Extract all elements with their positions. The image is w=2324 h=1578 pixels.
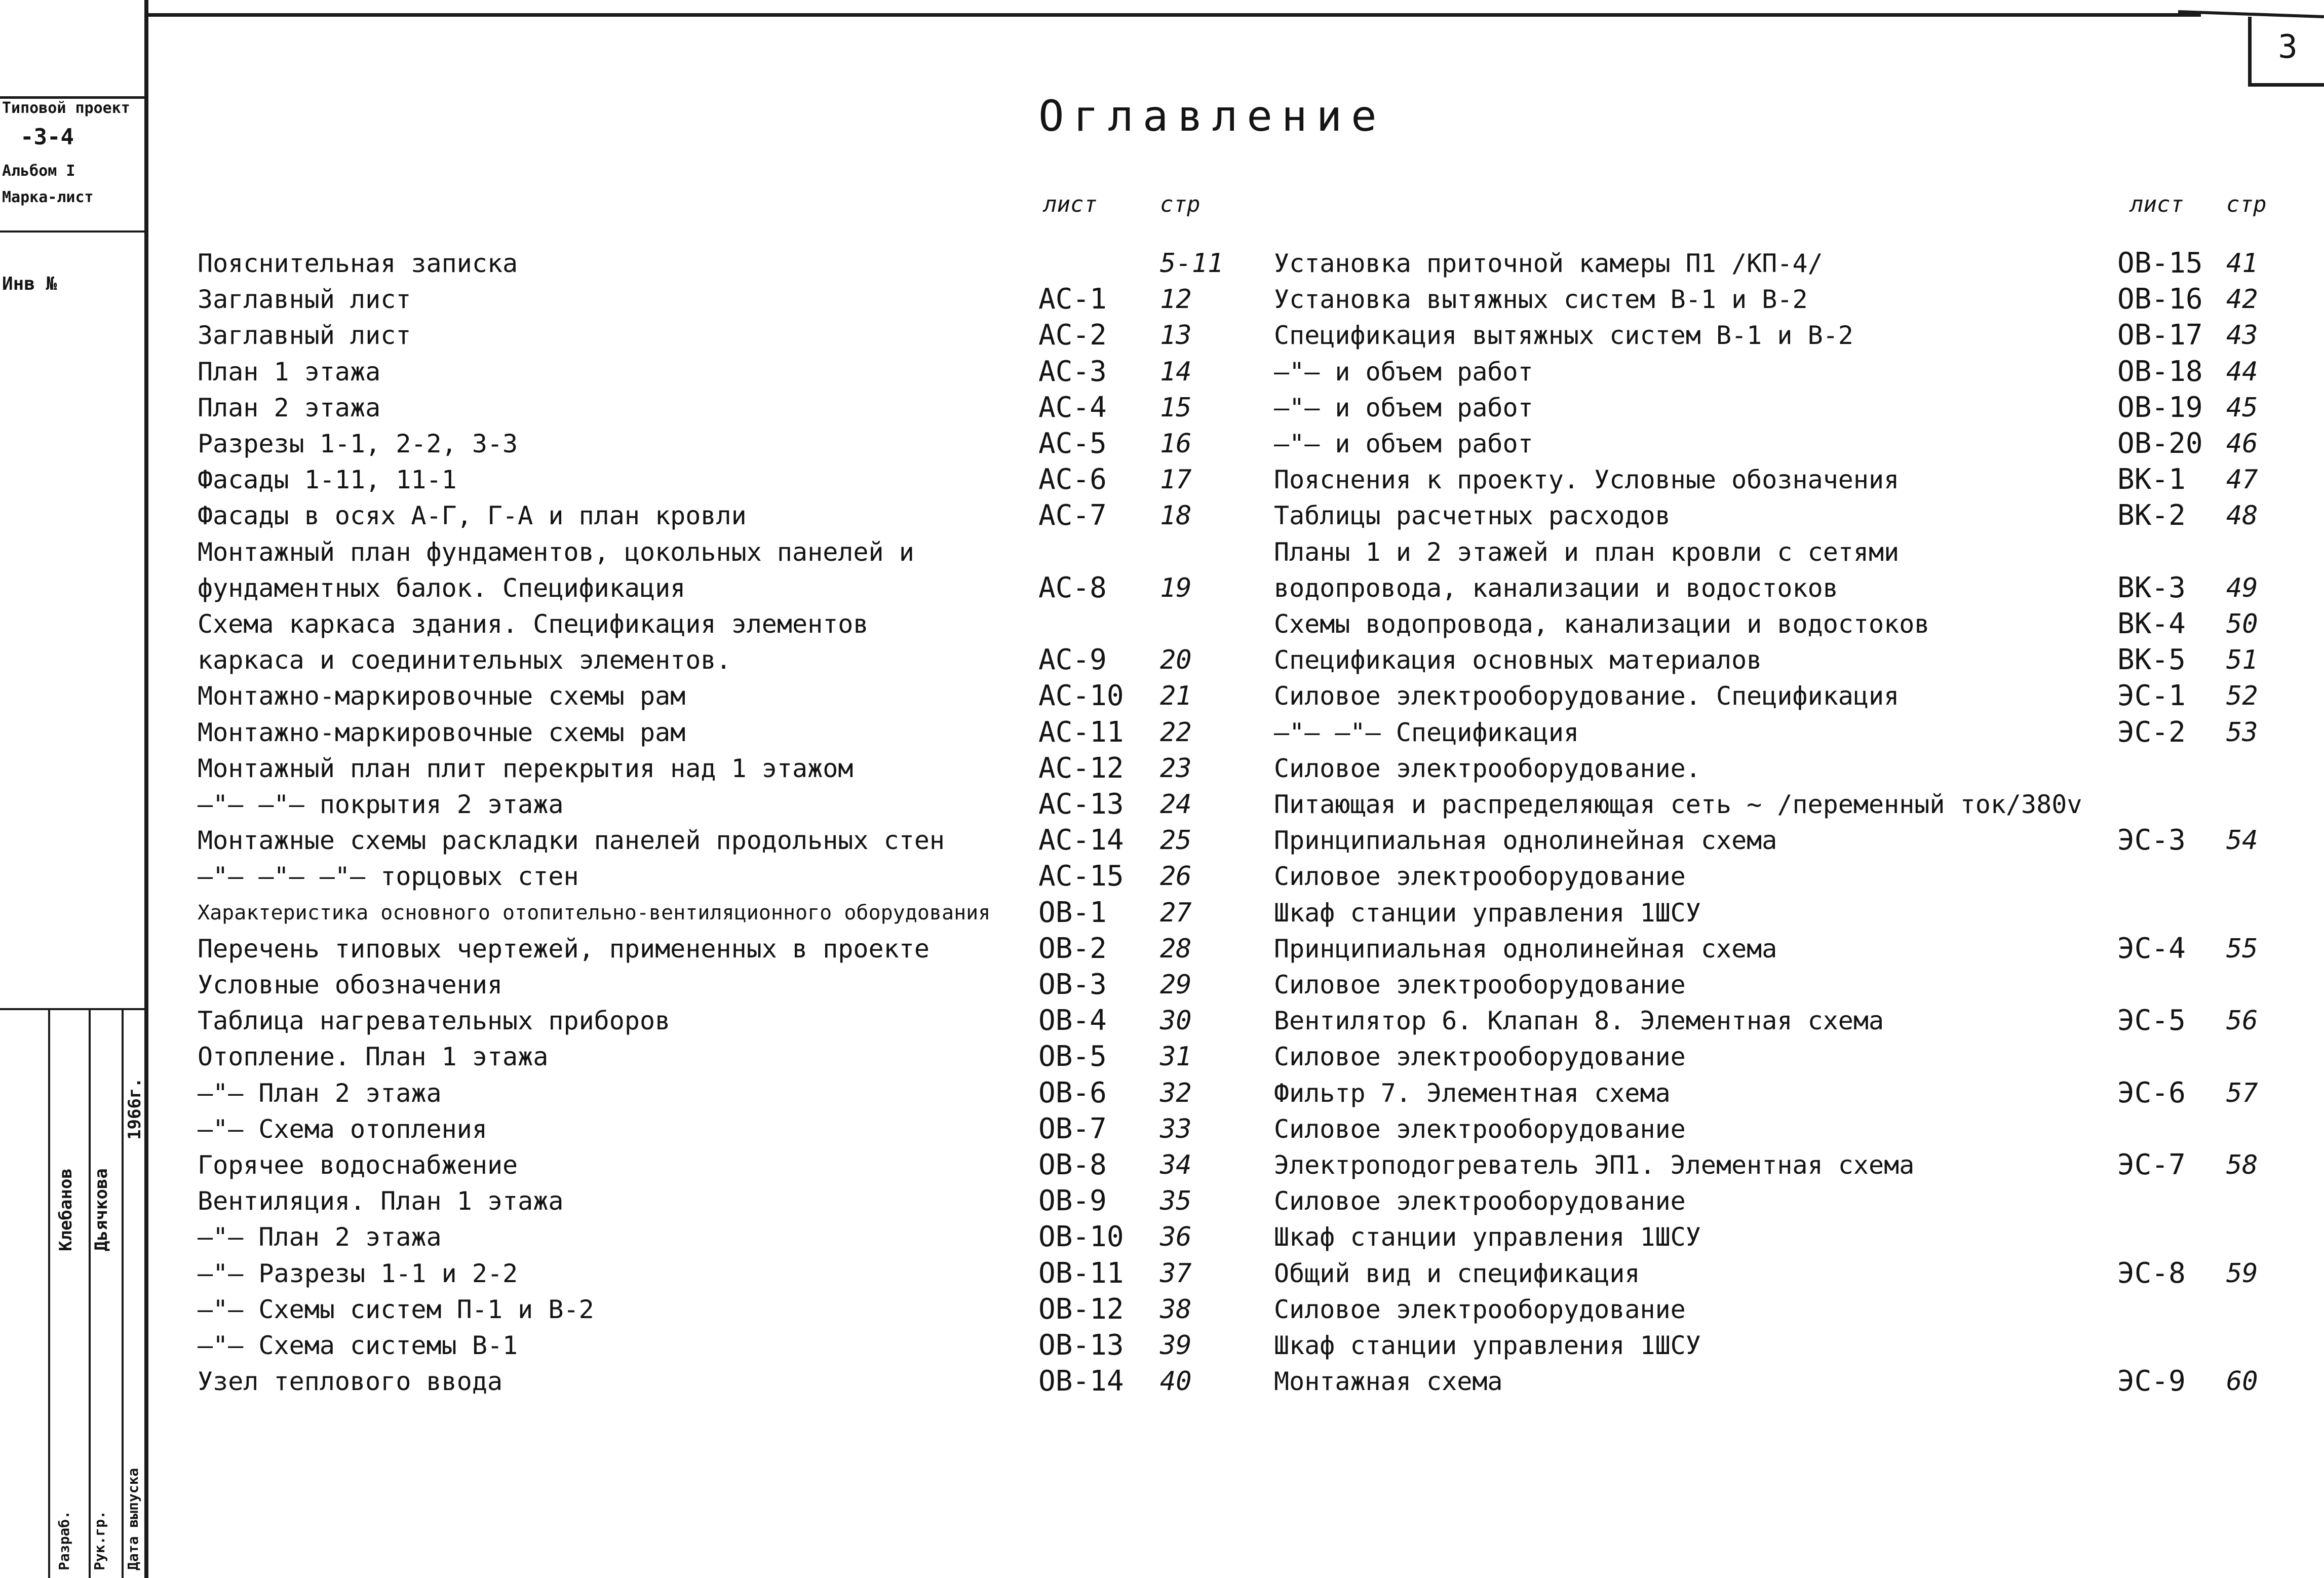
toc-entry-title: Планы 1 и 2 этажей и план кровли с сетями [1274, 537, 1900, 567]
toc-entry-title: Шкаф станции управления 1ШСУ [1274, 898, 1701, 928]
toc-entry-title: —"— и объем работ [1274, 429, 1533, 458]
toc-entry-sheet: ОВ-10 [1038, 1220, 1124, 1254]
toc-entry-sheet: ОВ-2 [1038, 932, 1107, 965]
stamp-sheet-mark: Марка-лист [2, 188, 94, 206]
toc-entry-page: 13 [1160, 320, 1192, 351]
toc-entry-sheet: ОВ-20 [2117, 427, 2203, 460]
stamp-divider [0, 230, 144, 233]
toc-entry-title: Силовое электрооборудование. Спецификация [1274, 681, 1900, 711]
toc-entry-sheet: ОВ-8 [1038, 1148, 1107, 1181]
toc-entry-sheet: АС-7 [1038, 499, 1107, 532]
toc-entry-page: 30 [1160, 1006, 1192, 1036]
toc-entry-title: Узел теплового ввода [198, 1367, 503, 1397]
toc-entry-page: 37 [1160, 1258, 1192, 1289]
toc-entry-page: 51 [2226, 645, 2258, 676]
toc-entry-page: 44 [2226, 356, 2258, 387]
toc-entry-sheet: ОВ-14 [1038, 1365, 1124, 1398]
toc-entry-page: 35 [1160, 1186, 1192, 1217]
toc-entry-title: Электроподогреватель ЭП1. Элементная схема [1274, 1150, 1915, 1180]
toc-entry-page: 58 [2226, 1150, 2258, 1180]
toc-entry-sheet: АС-11 [1038, 715, 1124, 749]
toc-entry-page: 50 [2226, 609, 2258, 639]
toc-entry-page: 53 [2226, 717, 2258, 748]
toc-entry-sheet: АС-3 [1038, 355, 1107, 388]
toc-entry-page: 26 [1160, 861, 1192, 892]
toc-entry-page: 28 [1160, 933, 1192, 964]
toc-entry-page: 56 [2226, 1006, 2258, 1036]
toc-entry-sheet: АС-8 [1038, 571, 1107, 604]
stamp-inventory-label: Инв № [2, 274, 57, 294]
toc-entry-sheet: ОВ-15 [2117, 247, 2203, 280]
toc-entry-page: 21 [1160, 681, 1192, 712]
toc-entry-page: 41 [2226, 248, 2258, 279]
toc-entry-sheet: АС-2 [1038, 319, 1107, 352]
stamp-bottom-label: Рук.гр. [91, 1510, 108, 1570]
stamp-project-code: -3-4 [20, 124, 74, 150]
toc-entry-title: —"— и объем работ [1274, 393, 1533, 422]
toc-entry-sheet: АС-6 [1038, 463, 1107, 496]
frame-left-border [144, 0, 148, 1578]
toc-entry-title: —"— План 2 этажа [198, 1222, 442, 1252]
toc-entry-title: Разрезы 1-1, 2-2, 3-3 [198, 429, 518, 458]
toc-entry-sheet: ОВ-5 [1038, 1040, 1107, 1073]
toc-entry-sheet: ОВ-7 [1038, 1112, 1107, 1145]
toc-entry-title: —"— Схема отопления [198, 1114, 487, 1144]
toc-entry-sheet: ЭС-5 [2117, 1004, 2186, 1037]
toc-entry-title: Монтажный план плит перекрытия над 1 этажом [198, 753, 854, 783]
toc-entry-page: 17 [1160, 465, 1192, 495]
toc-entry-title: Силовое электрооборудование. [1274, 753, 1701, 783]
toc-entry-title: —"— и объем работ [1274, 357, 1533, 387]
stamp-divider [0, 96, 144, 99]
toc-entry-page: 42 [2226, 284, 2258, 315]
toc-entry-title: Силовое электрооборудование [1274, 1042, 1686, 1072]
toc-entry-title: —"— Разрезы 1-1 и 2-2 [198, 1258, 518, 1288]
toc-entry-sheet: АС-1 [1038, 283, 1107, 316]
right-sheet-header: лист [2130, 191, 2184, 217]
toc-entry-sheet: ЭС-2 [2117, 715, 2186, 749]
toc-entry-page: 14 [1160, 356, 1192, 387]
toc-entry-page: 60 [2226, 1366, 2258, 1397]
toc-entry-page: 48 [2226, 501, 2258, 531]
toc-entry-title: Схемы водопровода, канализации и водостоков [1274, 609, 1930, 639]
page-number-box [2248, 17, 2324, 87]
toc-entry-title: —"— —"— покрытия 2 этажа [198, 790, 564, 819]
right-page-header: стр [2226, 191, 2267, 217]
toc-entry-title: Таблицы расчетных расходов [1274, 501, 1671, 531]
toc-entry-title: Монтажная схема [1274, 1367, 1503, 1397]
toc-entry-sheet: ЭС-6 [2117, 1076, 2186, 1109]
toc-entry-sheet: ОВ-11 [1038, 1256, 1124, 1290]
toc-entry-sheet: АС-5 [1038, 427, 1107, 460]
toc-entry-title: Фасады 1-11, 11-1 [198, 465, 457, 495]
toc-entry-page: 20 [1160, 645, 1192, 676]
stamp-name-2: Дьячкова [91, 1168, 111, 1251]
toc-entry-title: Принципиальная однолинейная схема [1274, 934, 1777, 964]
toc-entry-title: Характеристика основного отопительно-вентиляционного оборудования [198, 901, 991, 925]
toc-entry-page: 52 [2226, 681, 2258, 712]
toc-entry-sheet: ОВ-19 [2117, 391, 2203, 424]
stamp-name-1: Клебанов [56, 1168, 76, 1251]
toc-entry-sheet: ВК-2 [2117, 499, 2186, 532]
toc-entry-title: Монтажный план фундаментов, цокольных панелей и [198, 537, 914, 567]
toc-entry-page: 46 [2226, 429, 2258, 459]
stamp-bottom-label: Дата выпуска [125, 1468, 141, 1570]
toc-entry-sheet: ЭС-3 [2117, 824, 2186, 857]
toc-entry-page: 59 [2226, 1258, 2258, 1289]
toc-entry-title: Вентилятор 6. Клапан 8. Элементная схема [1274, 1006, 1884, 1036]
toc-entry-sheet: ОВ-13 [1038, 1329, 1124, 1362]
toc-entry-page: 32 [1160, 1077, 1192, 1108]
toc-entry-page: 16 [1160, 429, 1192, 459]
stamp-year: 1966г. [125, 1077, 145, 1140]
page-title: Оглавление [1038, 91, 1386, 141]
page-number: 3 [2278, 28, 2298, 66]
left-sheet-header: лист [1043, 191, 1097, 217]
toc-entry-page: 34 [1160, 1150, 1192, 1180]
left-page-header: стр [1160, 191, 1200, 217]
toc-entry-title: Установка вытяжных систем В-1 и В-2 [1274, 285, 1808, 315]
toc-entry-page: 45 [2226, 392, 2258, 423]
toc-entry-page: 22 [1160, 717, 1192, 748]
toc-entry-sheet: АС-12 [1038, 751, 1124, 785]
toc-entry-page: 25 [1160, 825, 1192, 856]
toc-entry-title: Монтажно-маркировочные схемы рам [198, 717, 686, 747]
toc-entry-title: Монтажные схемы раскладки панелей продольных стен [198, 826, 945, 856]
toc-entry-title: Спецификация вытяжных систем В-1 и В-2 [1274, 321, 1853, 351]
toc-entry-sheet: ОВ-17 [2117, 319, 2203, 352]
toc-entry-sheet: ЭС-9 [2117, 1365, 2186, 1398]
toc-entry-sheet: ОВ-9 [1038, 1184, 1107, 1218]
stamp-column-line [89, 1008, 91, 1578]
toc-entry-page: 19 [1160, 572, 1192, 603]
toc-entry-title: Питающая и распределяющая сеть ~ /переменный ток/380v [1274, 790, 2082, 819]
toc-entry-title: Силовое электрооборудование [1274, 862, 1686, 892]
toc-entry-sheet: ВК-1 [2117, 463, 2186, 496]
toc-entry-page: 24 [1160, 789, 1192, 820]
toc-entry-sheet: ЭС-7 [2117, 1148, 2186, 1181]
toc-entry-title: Силовое электрооборудование [1274, 1186, 1686, 1216]
toc-entry-sheet: ВК-5 [2117, 643, 2186, 677]
toc-entry-title: Силовое электрооборудование [1274, 970, 1686, 999]
toc-entry-title: Фильтр 7. Элементная схема [1274, 1078, 1671, 1108]
toc-entry-title: Отопление. План 1 этажа [198, 1042, 549, 1072]
toc-entry-page: 18 [1160, 501, 1192, 531]
frame-top-border [144, 13, 2201, 17]
toc-entry-sheet: ОВ-4 [1038, 1004, 1107, 1037]
toc-entry-sheet: ЭС-1 [2117, 679, 2186, 713]
toc-entry-title: —"— Схема системы В-1 [198, 1331, 518, 1360]
toc-entry-title: Условные обозначения [198, 970, 503, 999]
toc-entry-page: 29 [1160, 970, 1192, 1000]
toc-entry-sheet: ЭС-4 [2117, 932, 2186, 965]
toc-entry-title: Шкаф станции управления 1ШСУ [1274, 1331, 1701, 1360]
toc-entry-sheet: АС-4 [1038, 391, 1107, 424]
toc-entry-title: Заглавный лист [198, 285, 411, 315]
toc-entry-title: План 2 этажа [198, 393, 381, 422]
toc-entry-title: —"— —"— —"— торцовых стен [198, 862, 579, 892]
toc-entry-page: 55 [2226, 933, 2258, 964]
toc-entry-title: Схема каркаса здания. Спецификация элементов [198, 609, 869, 639]
toc-entry-page: 47 [2226, 465, 2258, 495]
toc-entry-page: 39 [1160, 1330, 1192, 1361]
toc-entry-page: 49 [2226, 572, 2258, 603]
toc-entry-title: Установка приточной камеры П1 /КП-4/ [1274, 249, 1823, 278]
toc-entry-page: 12 [1160, 284, 1192, 315]
toc-entry-title: Общий вид и спецификация [1274, 1258, 1640, 1288]
stamp-strip [0, 0, 144, 1578]
toc-entry-title: Спецификация основных материалов [1274, 645, 1762, 675]
toc-entry-page: 31 [1160, 1042, 1192, 1072]
toc-entry-title: каркаса и соединительных элементов. [198, 645, 731, 675]
toc-entry-sheet: АС-15 [1038, 860, 1124, 893]
toc-entry-title: Монтажно-маркировочные схемы рам [198, 681, 686, 711]
toc-entry-title: водопровода, канализации и водостоков [1274, 573, 1838, 603]
toc-entry-page: 38 [1160, 1294, 1192, 1325]
toc-entry-page: 27 [1160, 897, 1192, 928]
toc-entry-page: 36 [1160, 1222, 1192, 1253]
toc-entry-title: —"— Схемы систем П-1 и В-2 [198, 1294, 594, 1324]
toc-entry-title: Таблица нагревательных приборов [198, 1006, 671, 1036]
toc-entry-title: —"— План 2 этажа [198, 1078, 442, 1108]
toc-entry-page: 15 [1160, 392, 1192, 423]
toc-entry-sheet: ВК-3 [2117, 571, 2186, 604]
toc-entry-sheet: АС-10 [1038, 679, 1124, 713]
toc-entry-sheet: ЭС-8 [2117, 1256, 2186, 1290]
toc-entry-title: Силовое электрооборудование [1274, 1114, 1686, 1144]
toc-entry-sheet: АС-13 [1038, 788, 1124, 821]
toc-entry-title: фундаментных балок. Спецификация [198, 573, 686, 603]
toc-entry-title: Принципиальная однолинейная схема [1274, 826, 1777, 856]
toc-entry-page: 5-11 [1160, 248, 1224, 279]
toc-entry-sheet: ОВ-16 [2117, 283, 2203, 316]
toc-entry-page: 57 [2226, 1077, 2258, 1108]
stamp-bottom-label: Разраб. [56, 1510, 72, 1570]
stamp-album: Альбом I [2, 162, 75, 180]
toc-entry-title: Вентиляция. План 1 этажа [198, 1186, 564, 1216]
toc-entry-sheet: ОВ-6 [1038, 1076, 1107, 1109]
toc-entry-sheet: ОВ-3 [1038, 968, 1107, 1001]
toc-entry-page: 23 [1160, 753, 1192, 784]
toc-entry-title: Шкаф станции управления 1ШСУ [1274, 1222, 1701, 1252]
toc-entry-sheet: АС-14 [1038, 824, 1124, 857]
toc-entry-sheet: ОВ-18 [2117, 355, 2203, 388]
toc-entry-page: 54 [2226, 825, 2258, 856]
toc-entry-title: —"— —"— Спецификация [1274, 717, 1579, 747]
toc-entry-sheet: ОВ-1 [1038, 896, 1107, 929]
toc-entry-title: План 1 этажа [198, 357, 381, 387]
toc-entry-sheet: ВК-4 [2117, 607, 2186, 640]
toc-entry-sheet: ОВ-12 [1038, 1292, 1124, 1326]
toc-entry-title: Перечень типовых чертежей, примененных в проекте [198, 934, 929, 964]
toc-entry-page: 43 [2226, 320, 2258, 351]
toc-entry-title: Силовое электрооборудование [1274, 1294, 1686, 1324]
toc-entry-title: Фасады в осях А-Г, Г-А и план кровли [198, 501, 747, 531]
stamp-column-line [122, 1008, 124, 1578]
toc-entry-title: Заглавный лист [198, 321, 411, 351]
stamp-project-label: Типовой проект [2, 99, 130, 117]
stamp-column-line [48, 1008, 50, 1578]
toc-entry-page: 40 [1160, 1366, 1192, 1397]
toc-entry-title: Пояснения к проекту. Условные обозначения [1274, 465, 1900, 495]
toc-entry-sheet: АС-9 [1038, 643, 1107, 677]
toc-entry-page: 33 [1160, 1113, 1192, 1144]
toc-entry-title: Горячее водоснабжение [198, 1150, 518, 1180]
toc-entry-title: Пояснительная записка [198, 249, 518, 278]
